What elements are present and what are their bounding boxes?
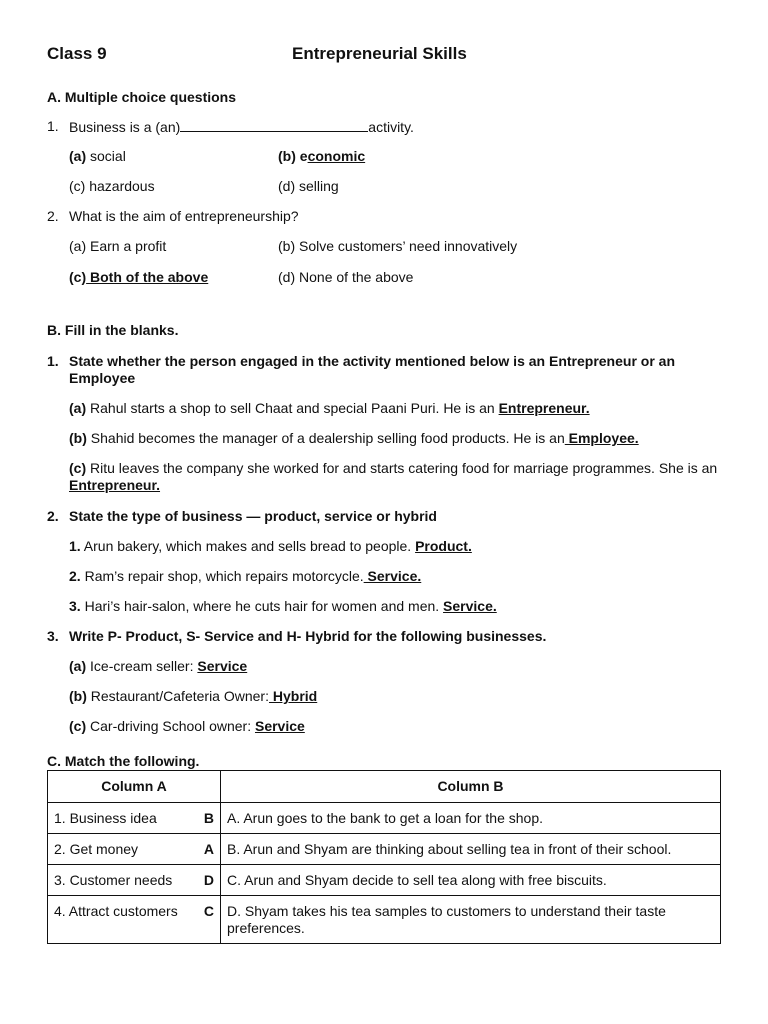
item-answer: Entrepreneur. bbox=[69, 477, 161, 493]
option-a1-a bbox=[69, 148, 126, 165]
item-text: Restaurant/Cafeteria Owner: bbox=[86, 688, 269, 704]
table-row bbox=[48, 896, 721, 944]
item-b2-2 bbox=[69, 568, 421, 585]
item-label: (b) bbox=[69, 430, 87, 446]
item-text: Rahul starts a shop to sell Chaat and special Paani Puri. He is an bbox=[86, 400, 499, 416]
table-header-row bbox=[48, 771, 721, 803]
item-answer: Employee. bbox=[564, 430, 639, 446]
question-b2-text: State the type of business — product, service or hybrid bbox=[69, 508, 437, 524]
option-letter: (c) bbox=[69, 178, 86, 194]
item-b2-1 bbox=[69, 538, 472, 555]
item-label: 1. bbox=[69, 538, 81, 554]
option-a2-a bbox=[69, 238, 166, 255]
option-a2-c bbox=[69, 269, 208, 286]
item-text: Ritu leaves the company she worked for and starts catering food for marriage programmes. She is an bbox=[86, 460, 718, 476]
answer-blank bbox=[180, 118, 368, 132]
table-row bbox=[48, 803, 721, 834]
option-text-correct: Both of the above bbox=[86, 269, 209, 285]
question-b1-number: 1. bbox=[47, 353, 59, 369]
item-label: (a) bbox=[69, 400, 87, 416]
item-answer: Service bbox=[254, 718, 305, 734]
question-a2-number: 2. bbox=[47, 208, 59, 224]
option-text: Earn a profit bbox=[86, 238, 167, 254]
item-b3-a bbox=[69, 658, 247, 675]
option-letter: (d) bbox=[278, 178, 296, 194]
section-c-heading: C. Match the following. bbox=[47, 753, 200, 769]
column-b-header: Column B bbox=[221, 771, 721, 803]
match-letter: C bbox=[203, 903, 214, 919]
option-letter: (a) bbox=[69, 148, 87, 164]
question-b3-text: Write P- Product, S- Service and H- Hybrid for the following businesses. bbox=[69, 628, 547, 644]
item-label: (b) bbox=[69, 688, 87, 704]
option-text: social bbox=[86, 148, 126, 164]
item-b1-b bbox=[69, 430, 639, 447]
question-a1-number: 1. bbox=[47, 118, 59, 134]
option-letter: (b) e bbox=[278, 148, 308, 164]
match-letter: D bbox=[203, 872, 214, 888]
item-b2-3 bbox=[69, 598, 497, 615]
question-a2-text: What is the aim of entrepreneurship? bbox=[69, 208, 299, 224]
option-letter: (d) bbox=[278, 269, 296, 285]
item-text: Car-driving School owner: bbox=[86, 718, 255, 734]
table-row bbox=[48, 834, 721, 865]
option-text: selling bbox=[295, 178, 339, 194]
item-answer: Service. bbox=[443, 598, 497, 614]
option-a1-b bbox=[278, 148, 365, 165]
match-letter: B bbox=[203, 810, 214, 826]
item-text: Shahid becomes the manager of a dealership selling food products. He is an bbox=[86, 430, 565, 446]
question-b1-text: State whether the person engaged in the activity mentioned below is an Entrepreneur or an Employee bbox=[69, 353, 676, 386]
item-text: Hari’s hair-salon, where he cuts hair for women and men. bbox=[80, 598, 444, 614]
item-label: 2. bbox=[69, 568, 81, 584]
column-a-cell bbox=[48, 896, 221, 944]
item-answer: Entrepreneur. bbox=[498, 400, 590, 416]
item-answer: Product. bbox=[415, 538, 472, 554]
class-label: Class 9 bbox=[47, 44, 107, 63]
question-b3-number: 3. bbox=[47, 628, 59, 644]
option-letter: (b) bbox=[278, 238, 296, 254]
column-b-cell: C. Arun and Shyam decide to sell tea along with free biscuits. bbox=[221, 865, 721, 896]
item-label: (c) bbox=[69, 460, 87, 476]
option-a2-d bbox=[278, 269, 413, 286]
question-a1-text bbox=[69, 118, 414, 136]
match-letter: A bbox=[203, 841, 214, 857]
option-text: Solve customers’ need innovatively bbox=[295, 238, 518, 254]
column-b-cell: D. Shyam takes his tea samples to customers to understand their taste preferences. bbox=[221, 896, 721, 944]
column-a-header: Column A bbox=[48, 771, 221, 803]
item-label: (c) bbox=[69, 718, 87, 734]
question-b2-number: 2. bbox=[47, 508, 59, 524]
item-answer: Hybrid bbox=[268, 688, 318, 704]
table-row bbox=[48, 865, 721, 896]
column-a-cell bbox=[48, 834, 221, 865]
option-text: hazardous bbox=[85, 178, 155, 194]
section-b-heading: B. Fill in the blanks. bbox=[47, 322, 179, 338]
column-a-cell bbox=[48, 865, 221, 896]
column-b-cell: B. Arun and Shyam are thinking about selling tea in front of their school. bbox=[221, 834, 721, 865]
option-a2-b bbox=[278, 238, 517, 255]
item-answer: Service bbox=[197, 658, 248, 674]
column-a-text: 3. Customer needs bbox=[54, 872, 173, 888]
column-b-cell: A. Arun goes to the bank to get a loan for the shop. bbox=[221, 803, 721, 834]
page-title: Entrepreneurial Skills bbox=[292, 44, 467, 63]
question-a1-text-after: activity. bbox=[368, 119, 414, 135]
item-b3-c bbox=[69, 718, 305, 735]
match-table bbox=[47, 770, 721, 944]
section-a-heading: A. Multiple choice questions bbox=[47, 89, 237, 105]
item-text: Arun bakery, which makes and sells bread to people. bbox=[80, 538, 416, 554]
question-a1-text-before: Business is a (an) bbox=[69, 119, 181, 135]
item-answer: Service. bbox=[363, 568, 422, 584]
item-text: Ram’s repair shop, which repairs motorcycle. bbox=[80, 568, 364, 584]
column-a-text: 4. Attract customers bbox=[54, 903, 178, 919]
column-a-cell bbox=[48, 803, 221, 834]
item-text: Ice-cream seller: bbox=[86, 658, 198, 674]
column-a-text: 1. Business idea bbox=[54, 810, 157, 826]
option-letter: (a) bbox=[69, 238, 87, 254]
item-b1-a bbox=[69, 400, 590, 417]
item-label: 3. bbox=[69, 598, 81, 614]
option-letter: (c) bbox=[69, 269, 87, 285]
column-a-text: 2. Get money bbox=[54, 841, 139, 857]
option-a1-c bbox=[69, 178, 155, 195]
option-a1-d bbox=[278, 178, 339, 195]
item-b3-b bbox=[69, 688, 317, 705]
item-b1-c bbox=[69, 460, 729, 494]
option-text-correct: conomic bbox=[307, 148, 366, 164]
item-label: (a) bbox=[69, 658, 87, 674]
option-text: None of the above bbox=[295, 269, 414, 285]
